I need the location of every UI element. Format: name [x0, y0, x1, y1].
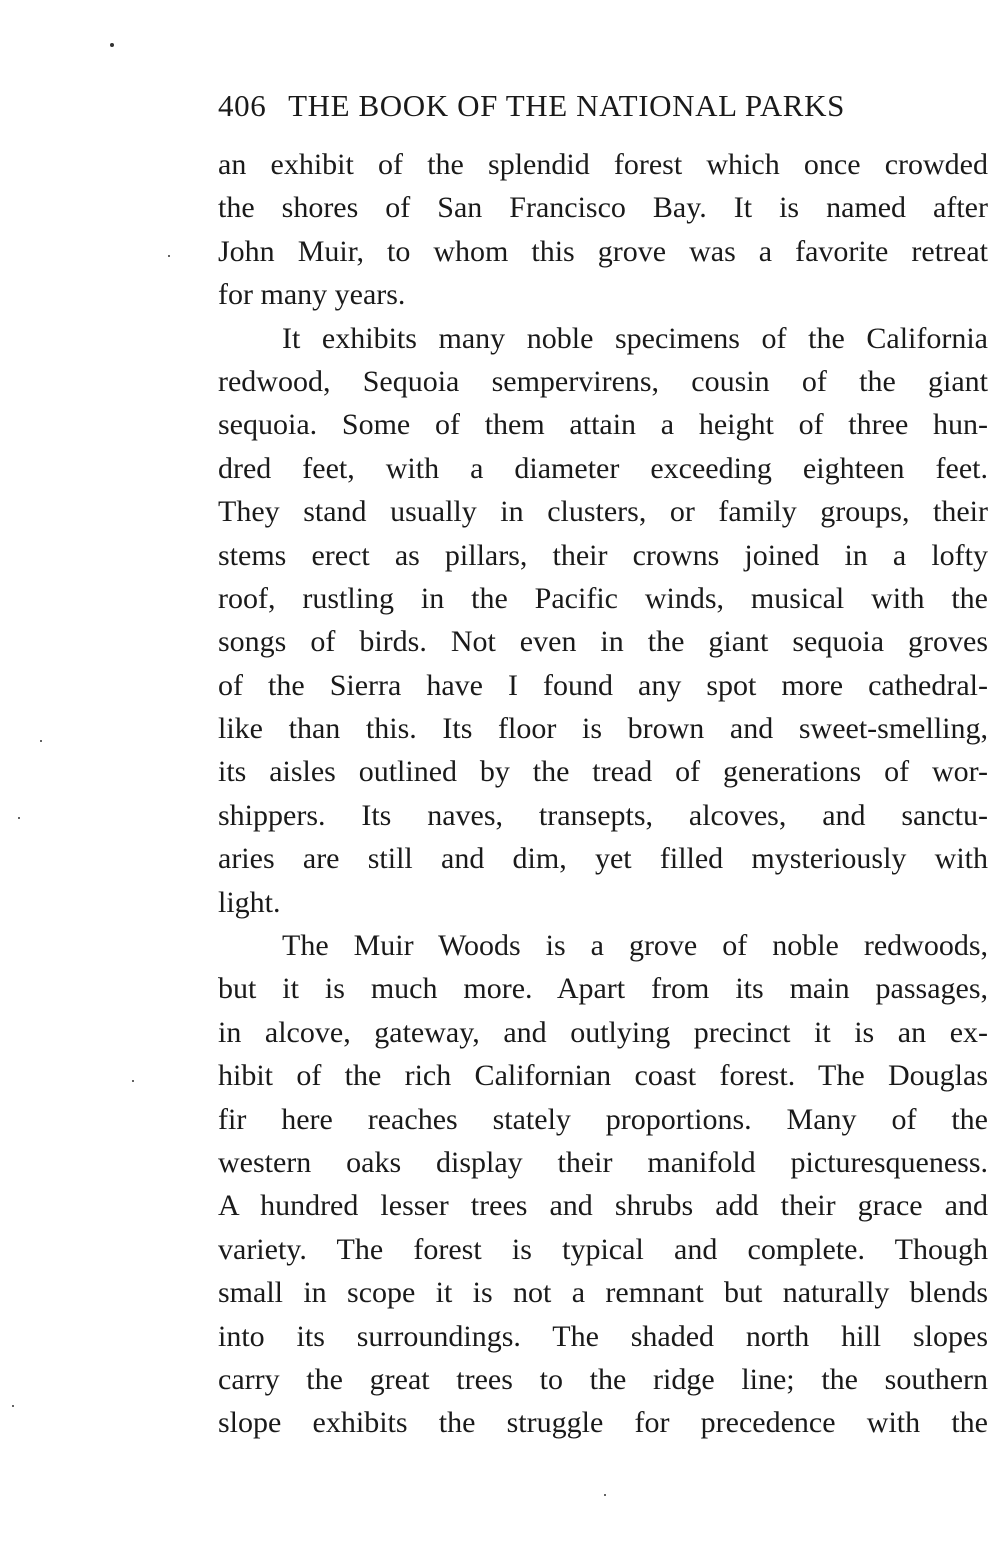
text-line: its aisles outlined by the tread of generations of wor-	[218, 755, 988, 789]
text-line: carry the great trees to the ridge line; the southern	[218, 1362, 988, 1396]
text-line: in alcove, gateway, and outlying precinct it is an ex-	[218, 1015, 988, 1049]
running-title: THE BOOK OF THE NATIONAL PARKS	[288, 88, 845, 123]
scan-speck	[168, 255, 170, 257]
text-line: They stand usually in clusters, or family groups, their	[218, 495, 988, 529]
text-line: but it is much more. Apart from its main passages,	[218, 972, 988, 1006]
text-line: shippers. Its naves, transepts, alcoves, and sanctu-	[218, 798, 988, 832]
scan-speck	[110, 43, 114, 47]
body-text	[218, 143, 988, 1445]
scan-speck	[604, 1494, 606, 1496]
text-line: dred feet, with a diameter exceeding eighteen feet.	[218, 451, 988, 485]
text-line: aries are still and dim, yet filled mysteriously with	[218, 842, 988, 876]
text-line: light.	[218, 885, 281, 919]
text-line: sequoia. Some of them attain a height of three hun-	[218, 408, 988, 442]
text-line: fir here reaches stately proportions. Many of the	[218, 1102, 988, 1136]
text-line: of the Sierra have I found any spot more cathedral-	[218, 668, 988, 702]
text-line: like than this. Its floor is brown and sweet-smelling,	[218, 712, 988, 746]
text-line: an exhibit of the splendid forest which once crowded	[218, 148, 988, 181]
text-line: for many years.	[218, 278, 406, 312]
text-line: into its surroundings. The shaded north hill slopes	[218, 1319, 988, 1353]
running-head	[218, 84, 988, 128]
page-number: 406	[218, 88, 267, 123]
text-line: songs of birds. Not even in the giant sequoia groves	[218, 625, 988, 659]
scan-speck	[12, 1405, 14, 1407]
text-line: western oaks display their manifold picturesqueness.	[218, 1145, 988, 1179]
text-line: the shores of San Francisco Bay. It is named after	[218, 191, 988, 225]
text-line: variety. The forest is typical and complete. Though	[218, 1232, 988, 1266]
text-line: John Muir, to whom this grove was a favorite retreat	[218, 234, 988, 268]
text-line: It exhibits many noble specimens of the California	[282, 321, 988, 355]
text-line: A hundred lesser trees and shrubs add their grace and	[218, 1189, 988, 1223]
text-line: The Muir Woods is a grove of noble redwoods,	[282, 929, 988, 963]
text-line: small in scope it is not a remnant but naturally blends	[218, 1276, 988, 1310]
text-line: stems erect as pillars, their crowns joined in a lofty	[218, 538, 988, 572]
text-line: hibit of the rich Californian coast forest. The Douglas	[218, 1059, 988, 1093]
scan-speck	[40, 740, 42, 742]
text-line: roof, rustling in the Pacific winds, musical with the	[218, 581, 988, 615]
scan-speck	[18, 817, 20, 819]
scan-speck	[132, 1080, 134, 1082]
text-line: slope exhibits the struggle for precedence with the	[218, 1406, 988, 1440]
text-line: redwood, Sequoia sempervirens, cousin of the giant	[218, 364, 988, 398]
